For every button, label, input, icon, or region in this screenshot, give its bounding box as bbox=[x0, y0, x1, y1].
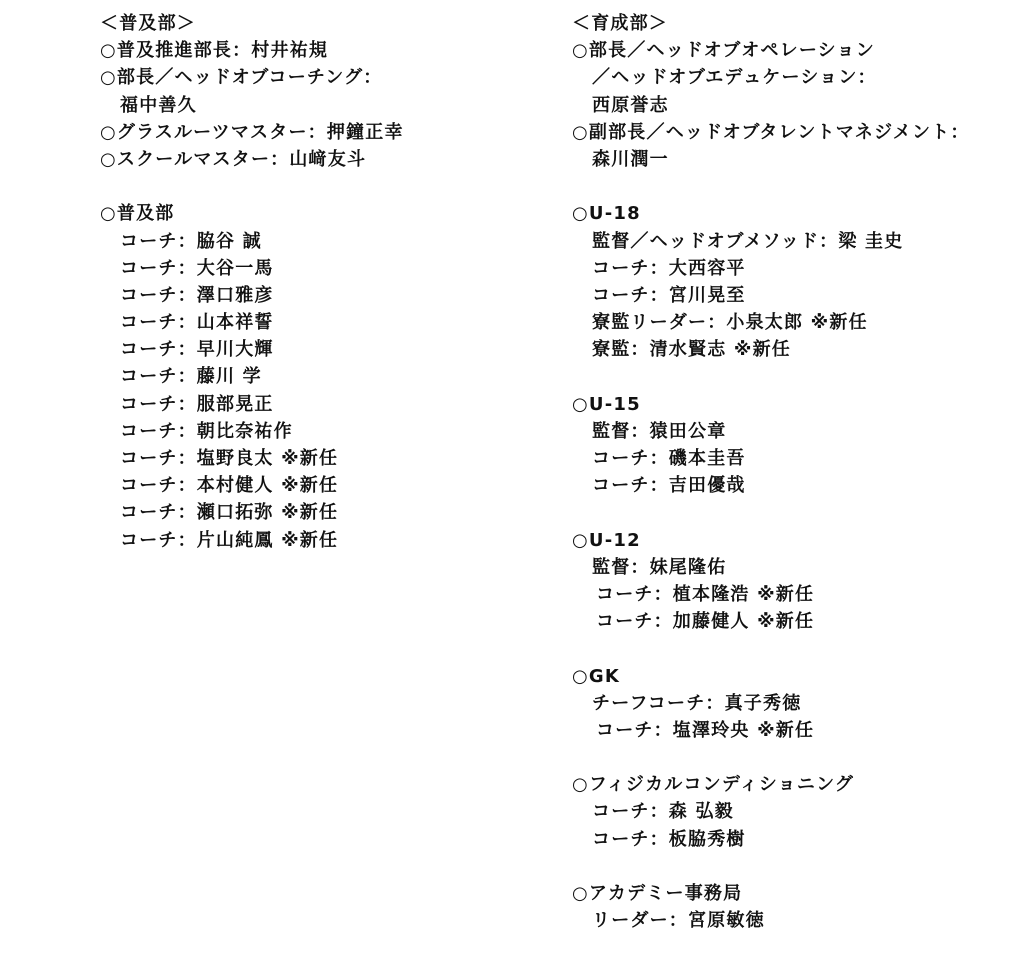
group-title-u18: ○U-18 bbox=[572, 203, 641, 225]
staff-line: リーダー：宮原敏徳 bbox=[592, 910, 765, 932]
staff-line: コーチ：瀬口拓弥 ※新任 bbox=[120, 502, 339, 524]
leader-line: 森川潤一 bbox=[592, 148, 669, 170]
staff-line: 寮監リーダー：小泉太郎 ※新任 bbox=[592, 312, 868, 334]
staff-line: チーフコーチ：真子秀徳 bbox=[592, 692, 802, 714]
spacer bbox=[572, 853, 1012, 880]
right-column bbox=[572, 10, 1012, 934]
section-heading-ikusei: ＜育成部＞ bbox=[572, 13, 668, 34]
group-title-physical: ○フィジカルコンディショニング bbox=[572, 774, 855, 796]
leader-line: 福中善久 bbox=[120, 94, 197, 116]
staff-line: コーチ：澤口雅彦 bbox=[120, 284, 274, 306]
group-title-gk: ○GK bbox=[572, 665, 621, 687]
staff-line: コーチ：脇谷 誠 bbox=[120, 230, 262, 252]
staff-line: コーチ：山本祥誓 bbox=[120, 312, 274, 334]
staff-line: 寮監：清水賢志 ※新任 bbox=[592, 339, 791, 361]
staff-line: コーチ：片山純鳳 ※新任 bbox=[120, 529, 339, 551]
spacer bbox=[572, 363, 1012, 390]
staff-line: コーチ：早川大輝 bbox=[120, 339, 274, 361]
leader-line: ／ヘッドオブエデュケーション： bbox=[592, 67, 877, 89]
staff-line: コーチ：大谷一馬 bbox=[120, 257, 274, 279]
staff-line: 監督／ヘッドオブメソッド：梁 圭史 bbox=[592, 230, 904, 252]
staff-line: コーチ：大西容平 bbox=[592, 257, 746, 279]
group-title-office: ○アカデミー事務局 bbox=[572, 883, 743, 904]
group-title-u15: ○U-15 bbox=[572, 393, 641, 415]
staff-line: 監督：妹尾隆佑 bbox=[592, 556, 727, 578]
spacer bbox=[572, 744, 1012, 771]
staff-line: 監督：猿田公章 bbox=[592, 420, 727, 442]
staff-line: コーチ：本村健人 ※新任 bbox=[120, 475, 339, 497]
leader-line: ○グラスルーツマスター：押鐘正幸 bbox=[100, 121, 404, 143]
staff-line: コーチ：植本隆浩 ※新任 bbox=[596, 583, 815, 605]
staff-line: コーチ：加藤健人 ※新任 bbox=[596, 611, 815, 633]
spacer bbox=[572, 499, 1012, 526]
leader-line: ○副部長／ヘッドオブタレントマネジメント： bbox=[572, 121, 970, 143]
group-title-fukyu: ○普及部 bbox=[100, 203, 175, 225]
leader-line: ○部長／ヘッドオブコーチング： bbox=[100, 67, 383, 89]
staff-line: コーチ：板脇秀樹 bbox=[592, 828, 746, 850]
staff-line: コーチ：塩野良太 ※新任 bbox=[120, 448, 339, 469]
spacer bbox=[572, 635, 1012, 662]
staff-line: コーチ：吉田優哉 bbox=[592, 475, 746, 497]
staff-line: コーチ：服部晃正 bbox=[120, 393, 274, 415]
spacer bbox=[100, 173, 540, 200]
leader-line: ○部長／ヘッドオブオペレーション bbox=[572, 40, 875, 62]
leader-line: ○スクールマスター：山﨑友斗 bbox=[100, 148, 367, 170]
staff-line: コーチ：森 弘毅 bbox=[592, 801, 734, 823]
spacer bbox=[572, 173, 1012, 200]
group-title-u12: ○U-12 bbox=[572, 529, 641, 551]
staff-line: コーチ：藤川 学 bbox=[120, 366, 262, 388]
staff-line: コーチ：朝比奈祐作 bbox=[120, 420, 293, 442]
leader-line: 西原誉志 bbox=[592, 94, 669, 116]
staff-line: コーチ：宮川晃至 bbox=[592, 284, 746, 306]
staff-line: コーチ：磯本圭吾 bbox=[592, 448, 746, 469]
section-heading-fukyu: ＜普及部＞ bbox=[100, 13, 196, 34]
leader-line: ○普及推進部長：村井祐規 bbox=[100, 40, 329, 62]
left-column bbox=[100, 10, 540, 554]
staff-line: コーチ：塩澤玲央 ※新任 bbox=[596, 719, 815, 741]
